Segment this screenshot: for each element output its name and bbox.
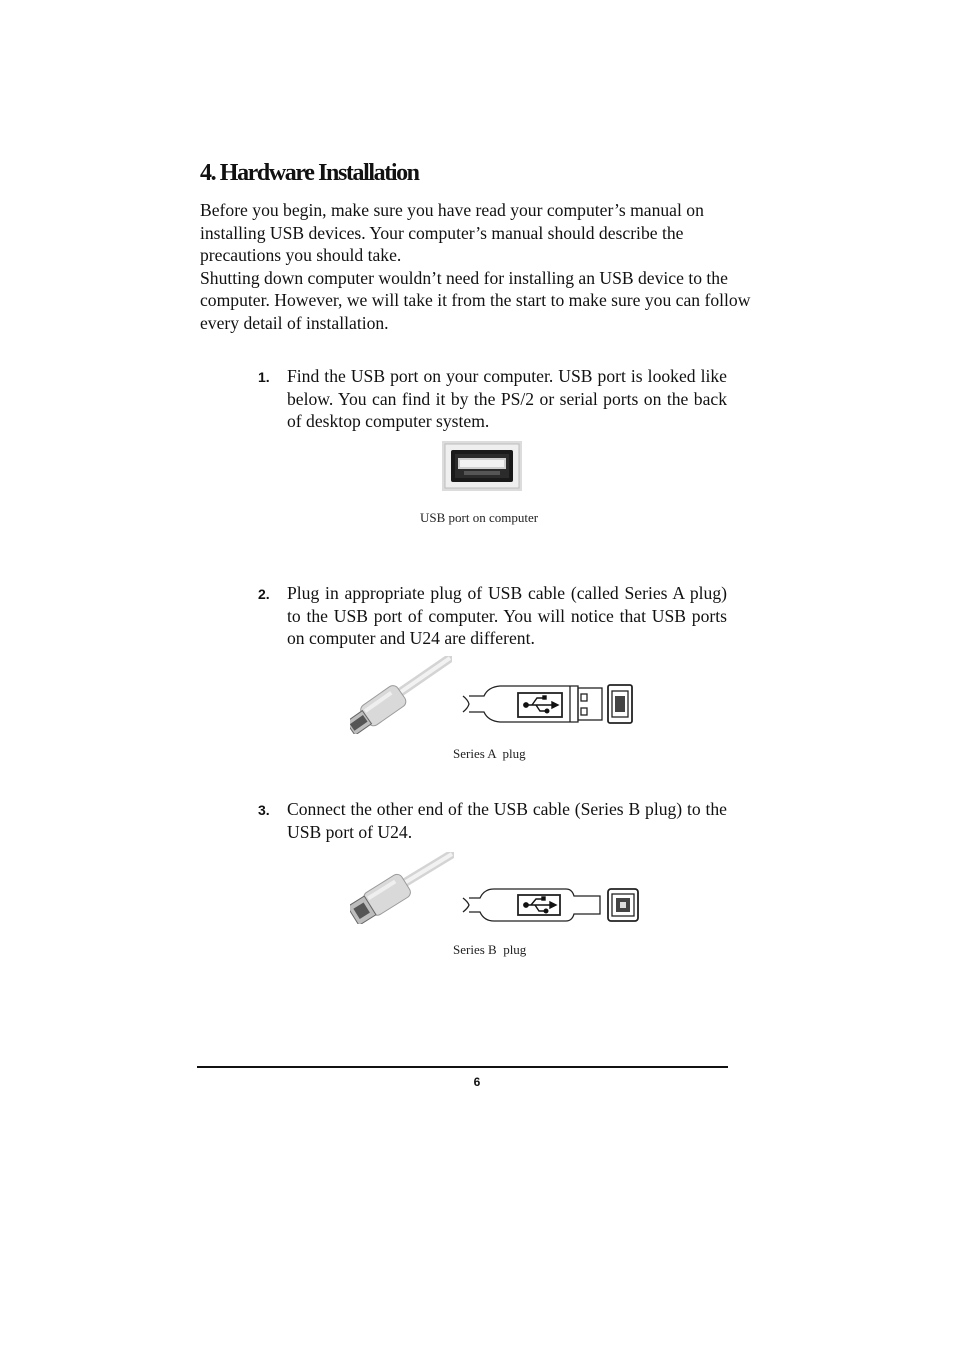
step-number: 1. [258,369,270,385]
figure-caption: Series A plug [453,746,526,761]
intro-text [200,199,756,334]
series-b-plug-diagram [460,884,640,926]
figure-caption: Series B plug [453,942,527,957]
step-text: Connect the other end of the USB cable (Series B plug) to the USB port of U24. [287,799,727,842]
section-title: 4. Hardware Installation [200,160,419,186]
series-a-cable-photo [350,656,452,734]
intro-paragraph: Shutting down computer wouldn’t need for installing an USB device to the computer. However, we will take it from the start to make sure you can follow every detail of installation. [200,267,751,333]
step-number: 3. [258,802,270,818]
usb-port-image [442,441,522,491]
intro-paragraph: Before you begin, make sure you have read your computer’s manual on installing USB devices. Your computer’s manual should describe the precautions you should take. [200,200,704,265]
series-b-cable-photo [350,852,454,924]
footer-rule [197,1066,728,1068]
step-text: Plug in appropriate plug of USB cable (called Series A plug) to the USB port of computer. You will notice that USB ports on computer and U24 are different. [287,583,727,648]
page-number: 6 [473,1075,481,1089]
step-text: Find the USB port on your computer. USB port is looked like below. You can find it by the PS/2 or serial ports on the back of desktop computer system. [287,366,727,431]
figure-caption: USB port on computer [420,510,539,525]
series-a-plug-diagram [460,682,638,726]
step-number: 2. [258,586,270,602]
